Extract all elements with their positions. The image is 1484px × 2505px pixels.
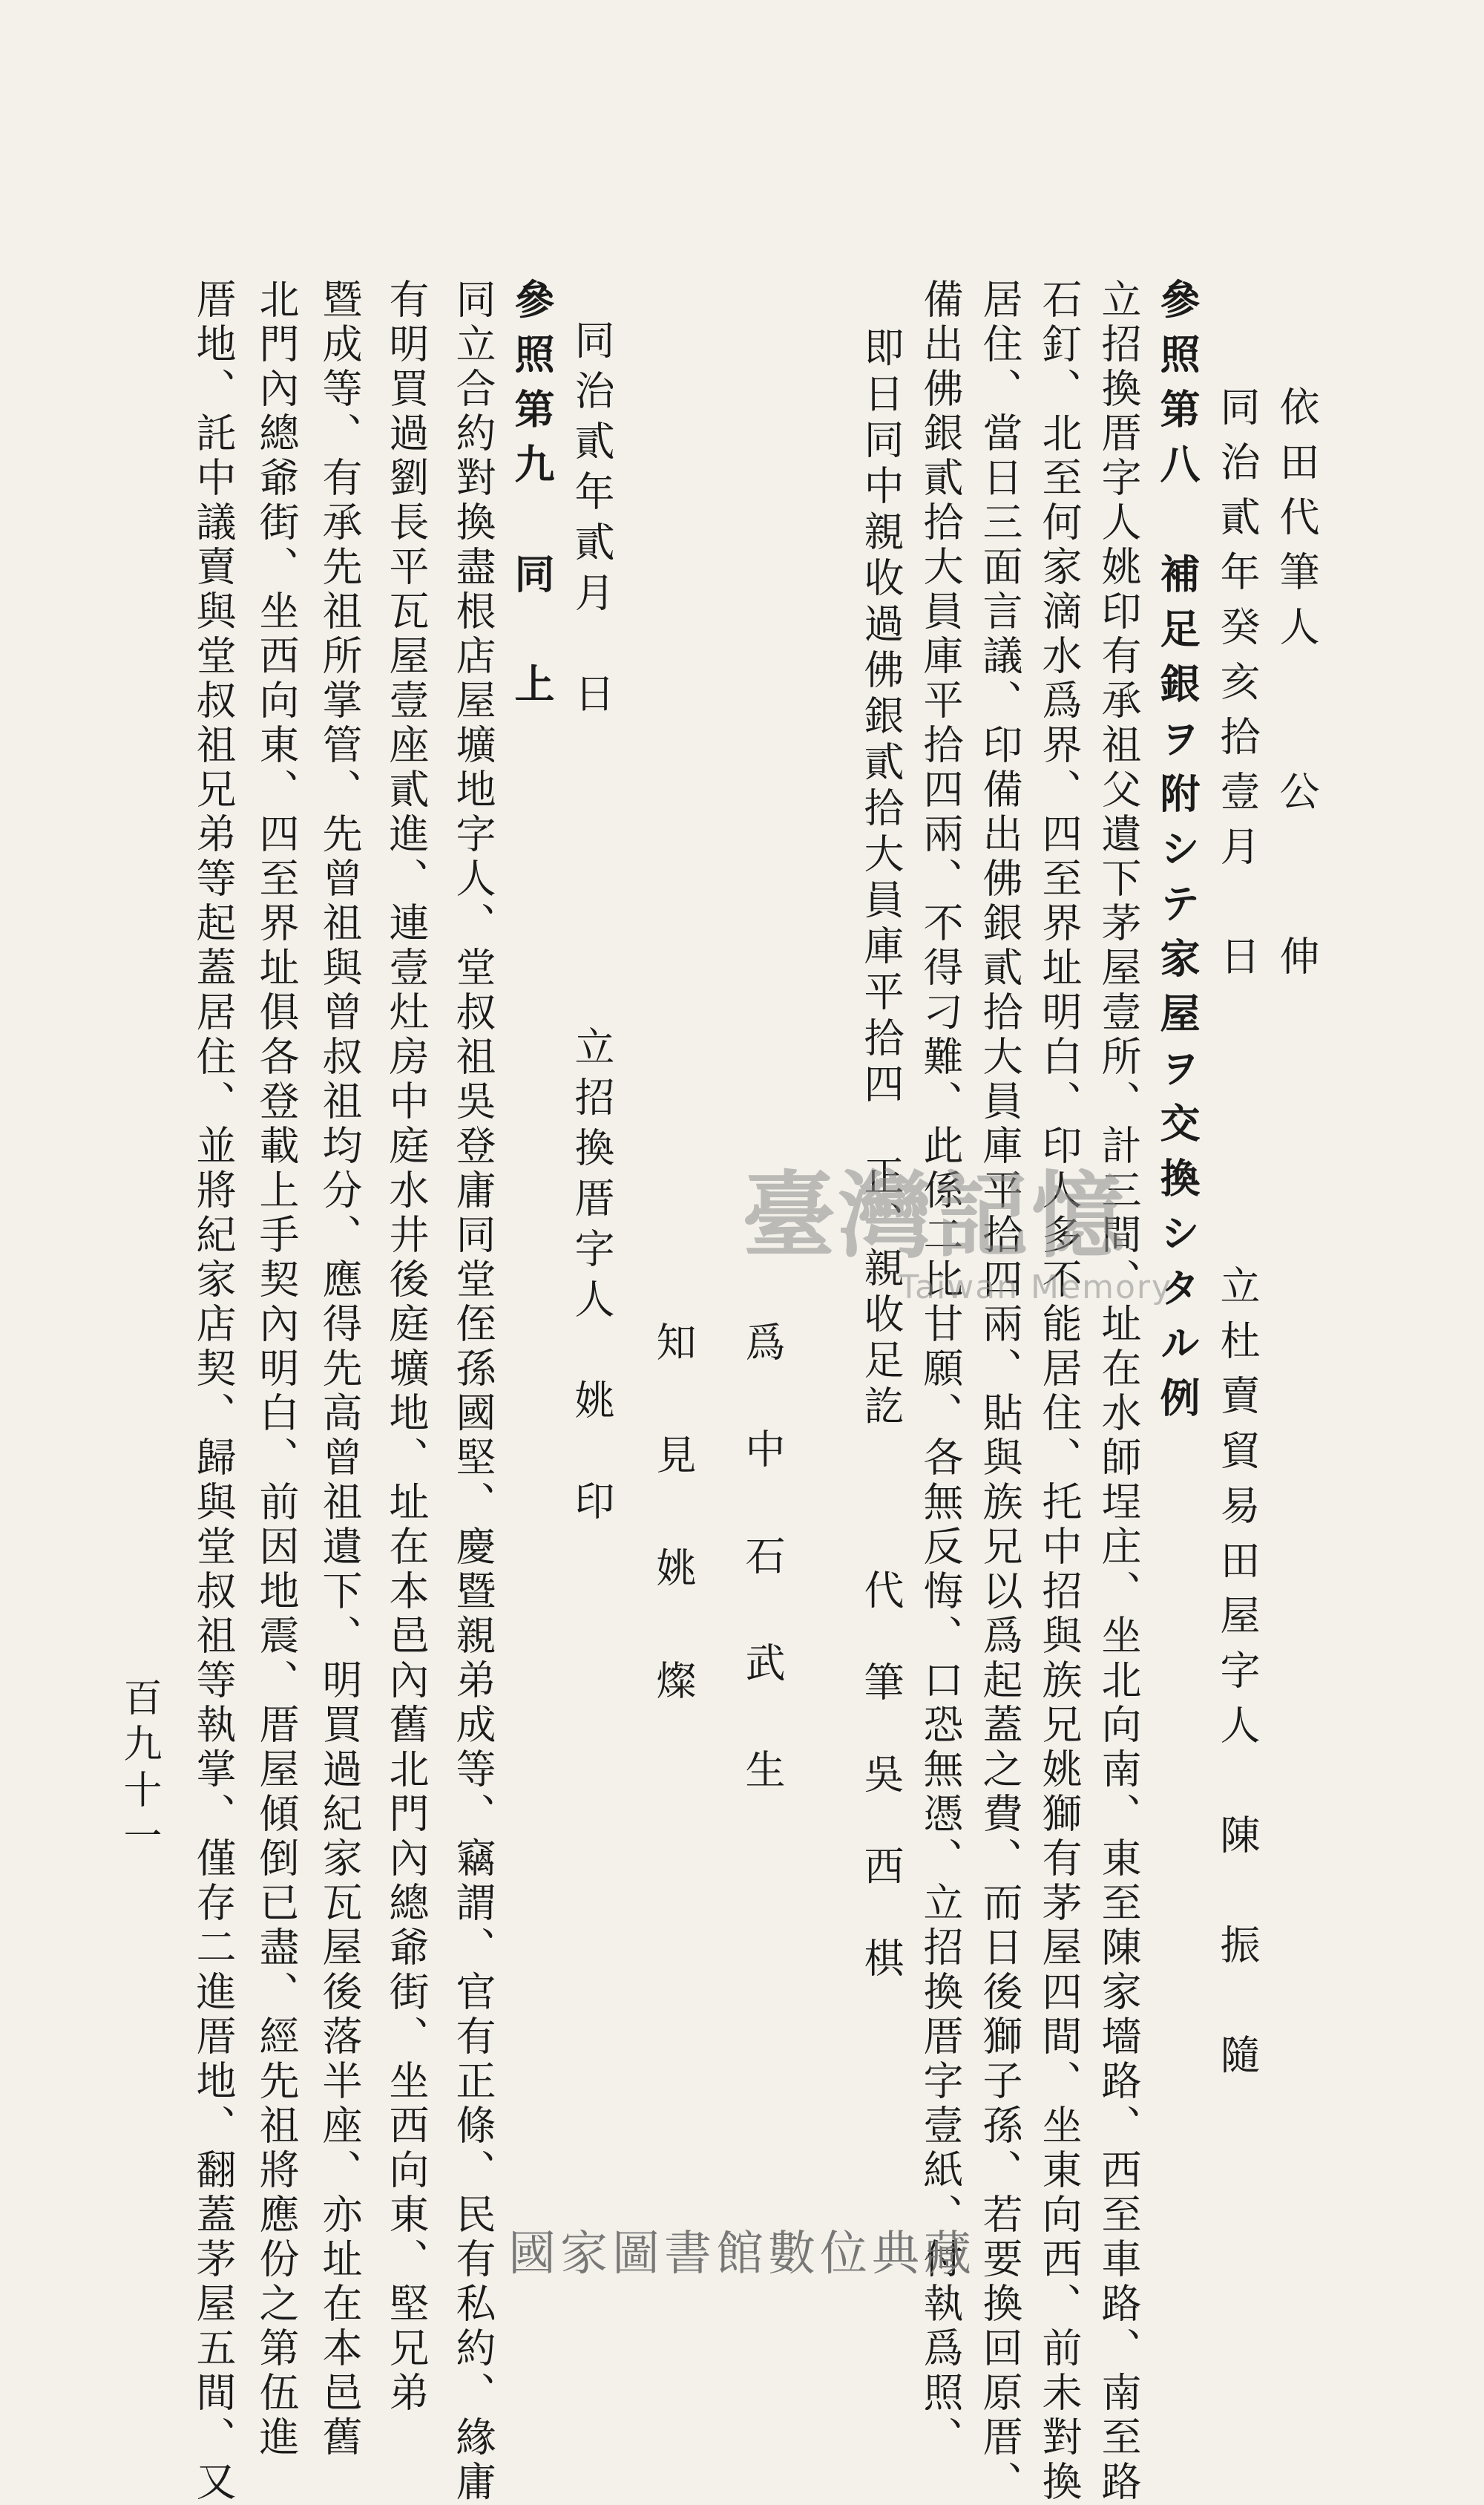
text-column-11: 同治貳年貳月 日 立招換厝字人 姚 印 <box>568 319 615 1530</box>
text-column-8: 即日同中親收過佛銀貳拾大員庫平拾四 正、親收足訖 代 筆 吳 西 棋 <box>858 327 904 1983</box>
watermark-main: 臺灣記憶 <box>742 1162 1128 1271</box>
text-column-15: 暨成等、有承先祖所掌管、先曾祖與曾叔祖均分、應得先高曾祖遺下、明買過紀家瓦屋後落半座、亦址在本邑舊 <box>316 278 363 2460</box>
text-column-17: 厝地、託中議賣與堂叔祖兄弟等起蓋居住、並將紀家店契、歸與堂叔祖等執掌、僅存二進厝地、翻蓋茅屋五間、又 <box>190 278 237 2505</box>
text-column-2: 同治貳年癸亥拾壹月 日 立杜賣貿易田屋字人 陳 振 隨 <box>1214 386 1261 2089</box>
text-column-1: 依田代筆人 公 伸 <box>1273 386 1320 990</box>
text-column-13: 同立合約對換盡根店屋壙地字人、堂叔祖吳登庸同堂侄孫國堅、慶暨親弟成等、竊謂、官有正條、民有私約、緣庸 <box>450 278 496 2505</box>
text-column-5: 石釘、北至何家滴水爲界、四至界址明白、印人多不能居住、托中招與族兄姚獅有茅屋四間、坐東向西、前未對換 <box>1036 278 1083 2505</box>
watermark <box>742 1162 1232 1321</box>
text-column-16: 北門內總爺街、坐西向東、四至界址俱各登載上手契內明白、前因地震、厝屋傾倒已盡、經先祖將應份之第伍進 <box>253 278 300 2460</box>
text-column-7: 備出佛銀貳拾大員庫平拾四兩、不得刁難、此係二比甘願、各無反悔、口恐無憑、立招換厝字壹紙、付執爲照、 <box>917 278 964 2460</box>
text-column-4: 立招換厝字人姚印有承祖父遺下茅屋壹所、計三間、址在水師埕庄、坐北向南、東至陳家墻路、西至車路、南至路 <box>1095 278 1142 2505</box>
watermark-sub: Taiwan Memory <box>899 1268 1172 1306</box>
text-column-12: 參照第九 同 上 <box>508 278 556 718</box>
text-column-10: 知 見 姚 燦 <box>650 1321 697 1716</box>
text-column-3: 參照第八 補足銀ヲ附シテ家屋ヲ交換シタル例 <box>1154 278 1201 1432</box>
page-number: 百九十一 <box>116 1677 161 1861</box>
text-column-9: 爲 中 石 武 生 <box>739 1321 786 1802</box>
footer-credit: 國家圖書館數位典藏 <box>508 2227 976 2282</box>
text-column-6: 居住、當日三面言議、印備出佛銀貳拾大員庫平拾四兩、貼與族兄以爲起蓋之費、而日後獅子孫、若要換回原厝、 <box>976 278 1023 2505</box>
text-column-14: 有明買過劉長平瓦屋壹座貳進、連壹灶房中庭水井後庭壙地、址在本邑內舊北門內總爺街、坐西向東、堅兄弟 <box>383 278 430 2416</box>
